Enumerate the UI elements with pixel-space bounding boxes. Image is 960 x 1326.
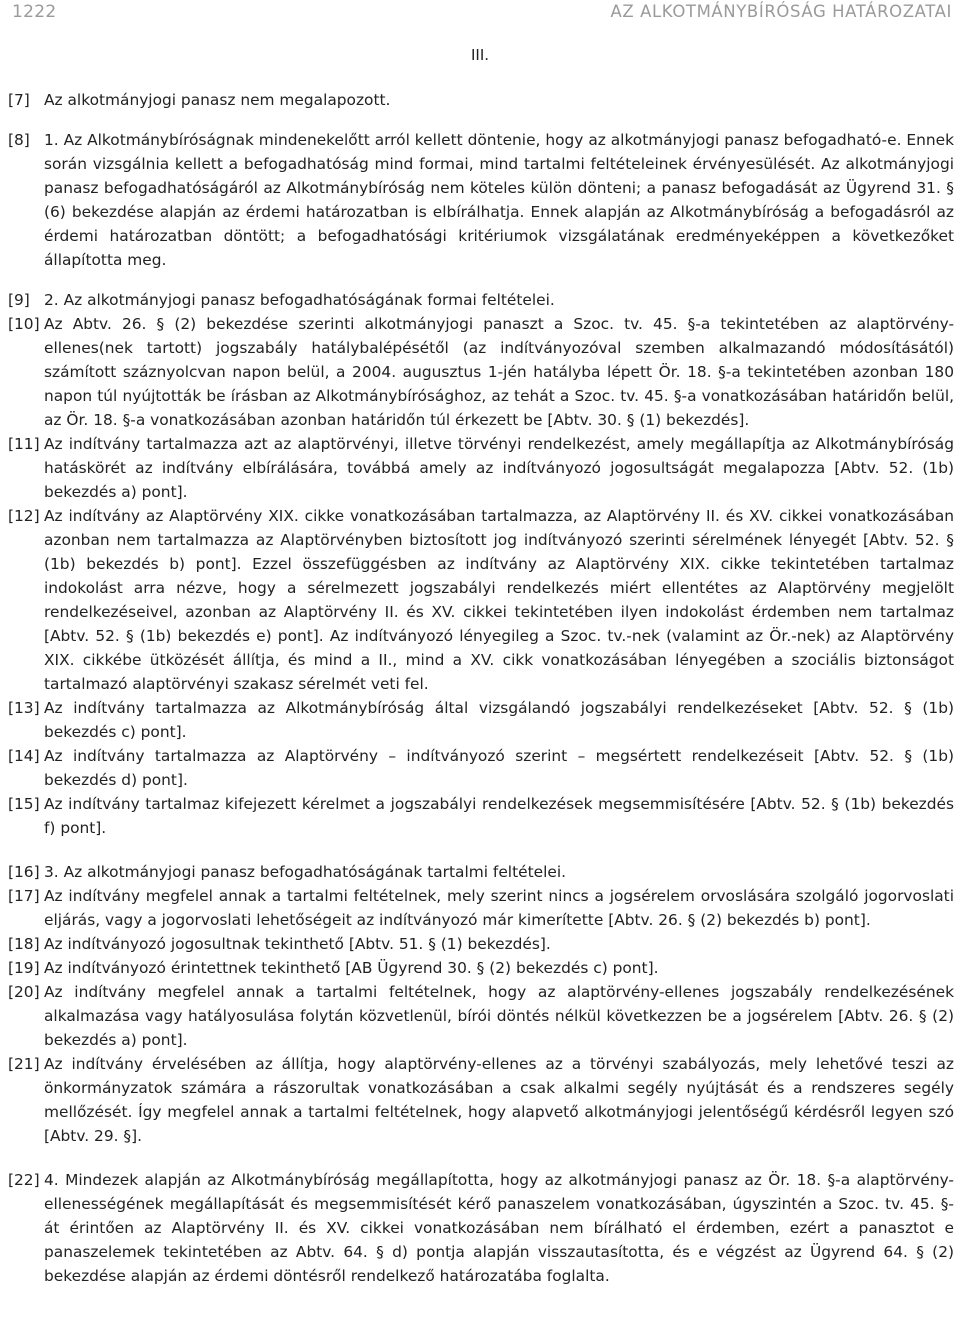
paragraph-text: 4. Mindezek alapján az Alkotmánybíróság megállapította, hogy az alkotmányjogi panasz az Ör. 18. §-a alaptörvény-ellenességének megállapítását és megsemmisítését kérő panaszelem vonatkozásában, úgyszintén a Szoc. tv. 45. §-át érintően az Alaptörvény II. és XV. cikkei vonatkozásában nem bírálható el érdemben, ezért a panasztot e panaszelemek tekintetében az Abtv. 64. § d) pontja alapján visszautasította, és e végzést az Ügyrend 64. § (2) bekezdése alapján az érdemi döntésről rendelkező határozatába foglalta. (44, 1171, 954, 1285)
paragraph-text: Az indítvány érvelésében az állítja, hogy alaptörvény-ellenes az a törvényi szabályozás, mely lehetővé teszi az önkormányzatok számára a rászorultak vonatkozásában a csak alkalmi segély nyújtását és a rendszeres segély mellőzését. Így megfelel annak a tartalmi feltételnek, hogy alapvető alkotmányjogi jelentőségű kérdésről legyen szó [Abtv. 29. §]. (44, 1055, 954, 1145)
paragraph-number: [16] (8, 863, 40, 881)
paragraph-text: Az indítvány tartalmazza az Alaptörvény – indítványozó szerint – megsértett rendelkezéseit [Abtv. 52. § (1b) bekezdés d) pont]. (44, 747, 954, 789)
paragraph-18 (0, 932, 960, 956)
paragraph-number: [19] (8, 959, 40, 977)
paragraph-8 (0, 128, 960, 272)
section-heading: III. (470, 46, 490, 64)
paragraph-15 (0, 792, 960, 840)
paragraph-text: Az indítvány megfelel annak a tartalmi feltételnek, hogy az alaptörvény-ellenes jogszabály rendelkezésének alkalmazása vagy hatályosulása folytán közvetlenül, bírói döntés nélkül következzen be a jogsérelem [Abtv. 26. § (2) bekezdés a) pont]. (44, 983, 954, 1049)
paragraph-number: [15] (8, 795, 40, 813)
page-number: 1222 (12, 2, 57, 22)
paragraph-number: [18] (8, 935, 40, 953)
paragraph-10 (0, 312, 960, 432)
running-title: AZ ALKOTMÁNYBÍRÓSÁG HATÁROZATAI (610, 2, 952, 21)
paragraph-text: Az indítvány tartalmazza az Alkotmánybíróság által vizsgálandó jogszabályi rendelkezéseket [Abtv. 52. § (1b) bekezdés c) pont]. (44, 699, 954, 741)
paragraph-text: Az indítvány tartalmazza azt az alaptörvényi, illetve törvényi rendelkezést, amely megállapítja az Alkotmánybíróság hatáskörét az indítvány elbírálására, továbbá amely az indítványozó jogosultságát megalapozza [Abtv. 52. (1b) bekezdés a) pont]. (44, 435, 954, 501)
paragraph-number: [20] (8, 983, 40, 1001)
paragraph-number: [7] (8, 91, 30, 109)
paragraph-text: 1. Az Alkotmánybíróságnak mindenekelőtt arról kellett döntenie, hogy az alkotmányjogi panasz befogadható-e. Ennek során vizsgálnia kellett a befogadhatóság mind formai, mind tartalmi feltételeinek érvényesülését. Az alkotmányjogi panasz befogadhatóságáról az Alkotmánybíróság nem köteles külön dönteni; a panasz befogadását az Ügyrend 31. § (6) bekezdése alapján az érdemi határozatban is elbírálhatja. Ennek alapján az Alkotmánybíróság a befogadásról az érdemi határozatban döntött; a befogadhatósági kritériumok vizsgálatának eredményeképpen a következőket állapította meg. (44, 131, 954, 269)
paragraph-number: [11] (8, 435, 40, 453)
paragraph-number: [14] (8, 747, 40, 765)
paragraph-text: Az alkotmányjogi panasz nem megalapozott. (44, 91, 391, 109)
paragraph-text: Az indítvány az Alaptörvény XIX. cikke vonatkozásában tartalmazza, az Alaptörvény II. és XV. cikkei vonatkozásában azonban nem tartalmazza az Alaptörvényben biztosított jog indítványozó szerinti sérelmének lényegét [Abtv. 52. § (1b) bekezdés b) pont]. Ezzel összefüggésben az indítvány az Alaptörvény XIX. cikke tekintetében tartalmaz indokolást arra nézve, hogy a sérelmezett jogszabályi rendelkezés miért ellentétes az Alaptörvény megjelölt rendelkezéseivel, azonban az Alaptörvény II. és XV. cikkei tekintetében ilyen indokolást érdemben nem tartalmaz [Abtv. 52. § (1b) bekezdés e) pont]. Az indítványozó lényegileg a Szoc. tv.-nek (valamint az Ör.-nek) az Alaptörvény XIX. cikkébe ütközését állítja, és mind a II., mind a XV. cikk vonatkozásában lényegében a szociális biztonságot tartalmazó alaptörvényi szakasz sérelmét veti fel. (44, 507, 954, 693)
paragraph-16 (0, 860, 960, 884)
paragraph-text: 3. Az alkotmányjogi panasz befogadhatóságának tartalmi feltételei. (44, 863, 566, 881)
paragraph-19 (0, 956, 960, 980)
paragraph-number: [13] (8, 699, 40, 717)
paragraph-number: [21] (8, 1055, 40, 1073)
document-body (0, 88, 960, 1288)
paragraph-text: Az indítványozó érintettnek tekinthető [AB Ügyrend 30. § (2) bekezdés c) pont]. (44, 959, 659, 977)
paragraph-text: Az indítványozó jogosultnak tekinthető [Abtv. 51. § (1) bekezdés]. (44, 935, 551, 953)
paragraph-12 (0, 504, 960, 696)
paragraph-17 (0, 884, 960, 932)
paragraph-22 (0, 1168, 960, 1288)
paragraph-text: Az indítvány megfelel annak a tartalmi feltételnek, mely szerint nincs a jogsérelem orvoslására szolgáló jogorvoslati eljárás, vagy a jogorvoslati lehetőségeit az indítványozó már kimerítette [Abtv. 26. § (2) bekezdés b) pont]. (44, 887, 954, 929)
paragraph-number: [22] (8, 1171, 40, 1189)
paragraph-13 (0, 696, 960, 744)
paragraph-20 (0, 980, 960, 1052)
paragraph-text: 2. Az alkotmányjogi panasz befogadhatóságának formai feltételei. (44, 291, 555, 309)
paragraph-11 (0, 432, 960, 504)
paragraph-number: [8] (8, 131, 30, 149)
paragraph-text: Az indítvány tartalmaz kifejezett kérelmet a jogszabályi rendelkezések megsemmisítésére [Abtv. 52. § (1b) bekezdés f) pont]. (44, 795, 954, 837)
paragraph-14 (0, 744, 960, 792)
paragraph-9 (0, 288, 960, 312)
paragraph-text: Az Abtv. 26. § (2) bekezdése szerinti alkotmányjogi panaszt a Szoc. tv. 45. §-a tekintetében az alaptörvény-ellenes(nek tartott) jogszabály hatálybalépésétől (az indítványozóval szemben alkalmazandó módosításától) számított száznyolcvan napon belül, a 2004. augusztus 1-jén hatályba lépett Ör. 18. §-a tekintetében azonban 180 napon túl nyújtották be írásban az Alkotmánybírósághoz, az tehát a Szoc. tv. 45. §-a vonatkozásában határidőn belül, az Ör. 18. §-a vonatkozásában azonban határidőn túl érkezett be [Abtv. 30. § (1) bekezdés]. (44, 315, 954, 429)
paragraph-21 (0, 1052, 960, 1148)
paragraph-number: [9] (8, 291, 30, 309)
paragraph-number: [12] (8, 507, 40, 525)
paragraph-7 (0, 88, 960, 112)
paragraph-number: [10] (8, 315, 40, 333)
paragraph-number: [17] (8, 887, 40, 905)
